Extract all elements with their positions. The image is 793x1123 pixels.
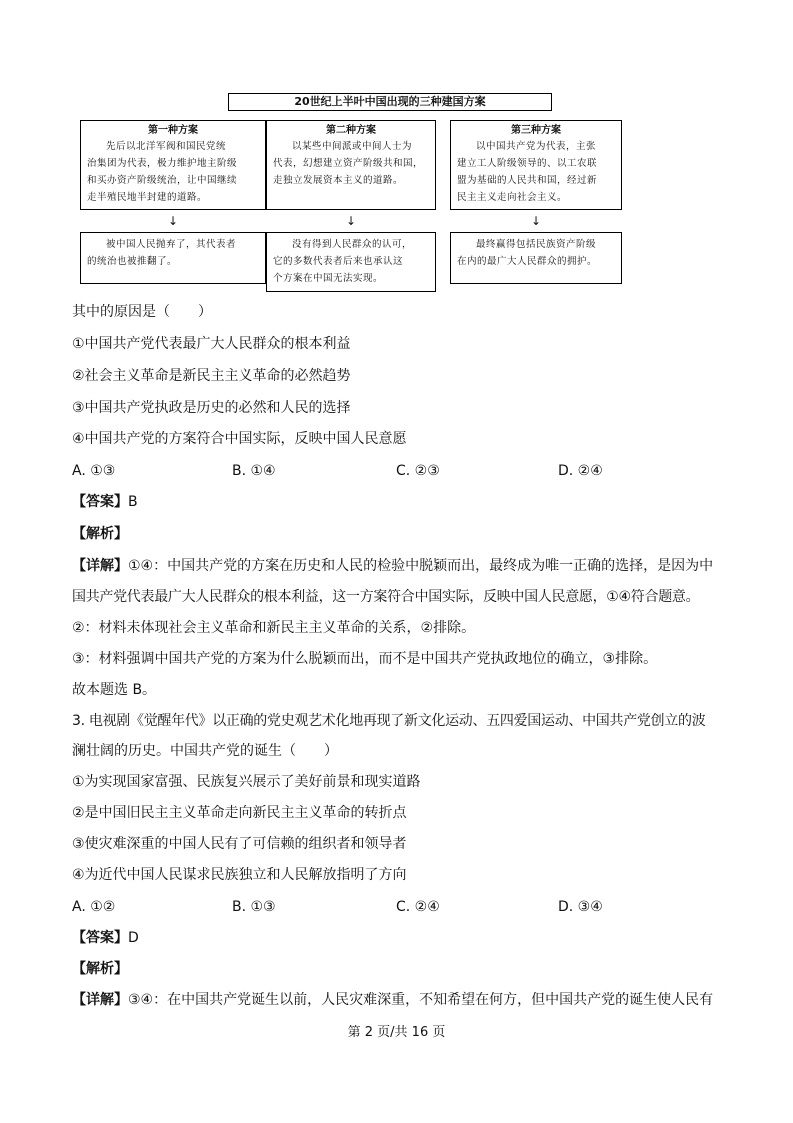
scheme-3-result-line: 在内的最广大人民群众的拥护。: [457, 256, 598, 267]
down-arrow-icon: ↓: [346, 214, 357, 228]
q2-answer: B: [128, 494, 138, 510]
answer-tag: 【答案】: [72, 494, 128, 510]
q2-item: ②社会主义革命是新民主主义革命的必然趋势: [72, 368, 351, 384]
q3-detail-text: ③④：在中国共产党诞生以前，人民灾难深重，不知希望在何方，但中国共产党的诞生使人民有: [128, 992, 714, 1008]
scheme-1-body-line: 走半殖民地半封建的道路。: [87, 192, 208, 203]
q3-option-a: A. ①②: [72, 899, 116, 915]
scheme-3-body-line: 盟为基础的人民共和国，经过新: [457, 175, 598, 186]
q3-answer: D: [128, 930, 139, 946]
scheme-3-box: [450, 120, 622, 210]
detail-tag: 【详解】: [72, 992, 128, 1008]
scheme-1-heading: 第一种方案: [148, 125, 198, 136]
scheme-2-result-line: 它的多数代表者后来也承认这: [273, 256, 404, 267]
scheme-2-body-line: 走独立发展资本主义的道路。: [273, 175, 404, 186]
down-arrow-icon: ↓: [531, 214, 542, 228]
scheme-1-result-box: [80, 232, 266, 284]
q2-detail-text: ①④：中国共产党的方案在历史和人民的检验中脱颖而出，最终成为唯一正确的选择，是因为中: [128, 558, 714, 574]
scheme-1-result-line: 的统治也被推翻了。: [87, 256, 178, 267]
scheme-2-body-line: 代表，幻想建立资产阶级共和国，: [273, 158, 424, 169]
scheme-2-result-box: [266, 232, 436, 292]
scheme-3-heading: 第三种方案: [511, 125, 561, 136]
q2-option-d: D. ②④: [558, 463, 603, 479]
q3-item: ②是中国旧民主主义革命走向新民主主义革命的转折点: [72, 805, 407, 821]
scheme-1-box: [80, 120, 266, 210]
scheme-1-body-line: 治集团为代表，极力维护地主阶级: [87, 158, 238, 169]
q2-item: ③中国共产党执政是历史的必然和人民的选择: [72, 400, 351, 416]
q3-detail-line: [72, 990, 713, 1010]
page-footer: 第 2 页/共 16 页: [347, 1025, 446, 1040]
q2-option-c: C. ②③: [396, 463, 440, 479]
q3-stem-line: 3. 电视剧《觉醒年代》以正确的党史观艺术化地再现了新文化运动、五四爱国运动、中国共产党创立的波: [72, 713, 706, 729]
q3-option-c: C. ②④: [396, 899, 440, 915]
scheme-1-body-line: 和买办资产阶级统治，让中国继续: [87, 175, 238, 186]
q3-item: ④为近代中国人民谋求民族独立和人民解放指明了方向: [72, 867, 407, 883]
q2-answer-line: [72, 492, 138, 512]
q2-detail-line: 故本题选 B。: [72, 682, 157, 698]
q3-item: ③使灾难深重的中国人民有了可信赖的组织者和领导者: [72, 836, 407, 852]
q3-analysis-tag: 【解析】: [72, 961, 128, 977]
q2-detail-line: ③：材料强调中国共产党的方案为什么脱颖而出，而不是中国共产党执政地位的确立，③排除。: [72, 651, 658, 667]
scheme-3-body-line: 民主主义走向社会主义。: [457, 192, 568, 203]
detail-tag: 【详解】: [72, 558, 128, 574]
q3-item: ①为实现国家富强、民族复兴展示了美好前景和现实道路: [72, 774, 421, 790]
q2-item: ④中国共产党的方案符合中国实际，反映中国人民意愿: [72, 431, 407, 447]
figure-title: 20世纪上半叶中国出现的三种建国方案: [228, 93, 552, 111]
q3-answer-line: [72, 928, 139, 948]
q3-option-b: B. ①③: [232, 899, 276, 915]
q2-option-a: A. ①③: [72, 463, 116, 479]
q2-detail-line: ②：材料未体现社会主义革命和新民主主义革命的关系，②排除。: [72, 620, 476, 636]
q2-stem: 其中的原因是（ ）: [72, 304, 212, 320]
q3-stem-line: 澜壮阔的历史。中国共产党的诞生（ ）: [72, 743, 338, 759]
scheme-2-heading: 第二种方案: [326, 125, 376, 136]
scheme-2-box: [266, 120, 436, 210]
scheme-1-body-line: 先后以北洋军阀和国民党统: [106, 141, 227, 152]
scheme-2-result-line: 个方案在中国无法实现。: [273, 273, 384, 284]
answer-tag: 【答案】: [72, 930, 128, 946]
q2-detail-line: [72, 556, 713, 576]
q2-detail-line: 国共产党代表最广大人民群众的根本利益，这一方案符合中国实际，反映中国人民意愿，①④符合题意。: [72, 589, 700, 605]
q2-item: ①中国共产党代表最广大人民群众的根本利益: [72, 336, 351, 352]
q2-option-b: B. ①④: [232, 463, 276, 479]
scheme-3-body-line: 以中国共产党为代表，主张: [476, 141, 597, 152]
scheme-3-result-line: 最终赢得包括民族资产阶级: [476, 239, 597, 250]
q3-option-d: D. ③④: [558, 899, 603, 915]
scheme-1-result-line: 被中国人民抛弃了，其代表者: [106, 239, 237, 250]
schemes-figure: [80, 93, 620, 289]
scheme-3-result-box: [450, 232, 622, 284]
scheme-2-result-line: 没有得到人民群众的认可，: [292, 239, 413, 250]
q2-analysis-tag: 【解析】: [72, 526, 128, 542]
scheme-2-body-line: 以某些中间派或中间人士为: [292, 141, 413, 152]
scheme-3-body-line: 建立工人阶级领导的、以工农联: [457, 158, 598, 169]
down-arrow-icon: ↓: [168, 214, 179, 228]
